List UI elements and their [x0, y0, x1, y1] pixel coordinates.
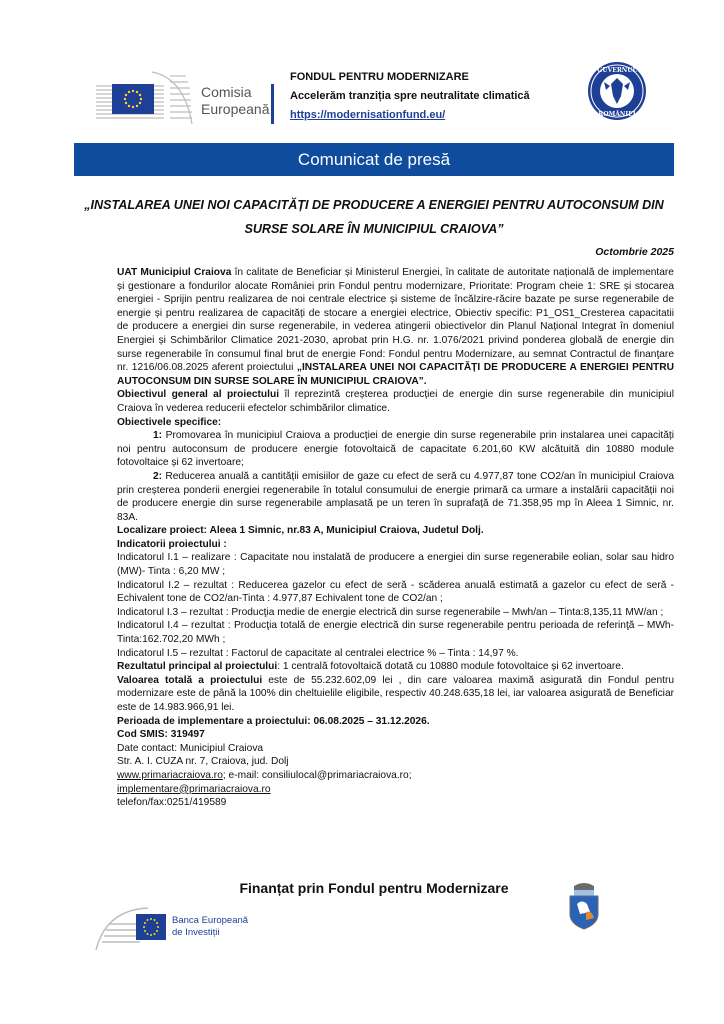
svg-text:ROMÂNIEI: ROMÂNIEI	[598, 111, 636, 118]
website-link[interactable]: www.primariacraiova.ro	[117, 769, 223, 781]
contact-address: Str. A. I. CUZA nr. 7, Craiova, jud. Dolj	[117, 756, 289, 768]
specific-objectives-heading: Obiectivele specifice:	[117, 416, 222, 428]
beneficiary-name: UAT Municipiul Craiova	[117, 267, 232, 278]
specific-objective-item: 1: Promovarea în municipiul Craiova a producției de energie din surse regenerabile prin instalarea unei capacități noi pentru autoconsum de producere energie fotovoltaică de capacitate 6.201,60 KW alcătuită din 10880 module fotovoltaice și 62 invertoare;	[117, 430, 674, 469]
eu-flag-icon	[136, 914, 166, 940]
eib-name: Banca Europeană de Investiții	[172, 915, 249, 938]
contact-phone: telefon/fax:0251/419589	[117, 797, 227, 809]
intro-text: în calitate de Beneficiar și Ministerul Energiei, în calitate de autoritate națională de implementare și gestionare a fondurilor alocate României prin Fondul pentru modernizare, Prioritate: Program cheie 1: SRE și stocarea energiei - Sprijin pentru realizarea de noi centrale electrice și sisteme de încălzire-răcire bazate pe surse regenerabile de energie și pentru realizarea de capacități de stocare a energiei electrice, Obiectiv specific: P1_OS1_Cresterea capacitatii de producere a energiei din surse regenerabile, in vederea atingerii obiectivelor din Planul Național Integrat în domeniul Energiei și Schimbărilor Climatice 2021-2030, aprobat prin H.G. nr. 1.076/2021 privind ponderea globală de energie din surse regenerabile în consumul final brut de energie Fond: Fondul pentru Modernizare, au semnat Contractul de finanţare nr. 1216/06.08.2025 aferent proiectului	[117, 267, 674, 374]
ec-logo-line1: Comisia	[201, 84, 252, 100]
email-text: ; e-mail: consiliulocal@primariacraiova.ro;	[222, 769, 412, 781]
main-result: Rezultatul principal al proiectului: 1 centrală fotovoltaică dotată cu 10880 module fotovoltaice și 62 invertoare.	[117, 661, 624, 673]
implementation-period: Perioada de implementare a proiectului: 06.08.2025 – 31.12.2026.	[117, 715, 430, 727]
intro-paragraph	[117, 266, 674, 388]
total-value: Valoarea totală a proiectului este de 55.232.602,09 lei , din care valoarea maximă asigurată din Fondul pentru modernizare este de până la 100% din cheltuielile eligibile, respectiv 40.248.635,18 lei, iar valoarea asigurată de Beneficiar este de 14.983.966,91 lei.	[117, 674, 675, 713]
project-title	[74, 193, 674, 241]
project-location: Localizare proiect: Aleea 1 Simnic, nr.83 A, Municipiul Craiova, Judetul Dolj.	[117, 525, 484, 537]
project-title-line2: SURSE SOLARE ÎN MUNICIPIUL CRAIOVA”	[244, 222, 504, 236]
implementare-email-link[interactable]: implementare@primariacraiova.ro	[117, 783, 271, 795]
press-release-banner: Comunicat de presă	[74, 143, 674, 176]
funded-by-text: Finanțat prin Fondul pentru Modernizare	[239, 880, 509, 896]
release-date: Octombrie 2025	[595, 246, 674, 258]
ec-logo-text	[201, 84, 270, 118]
eu-flag-icon	[112, 84, 154, 114]
project-title-line1: „INSTALAREA UNEI NOI CAPACITĂȚI DE PRODUCERE A ENERGIEI PENTRU AUTOCONSUM DIN	[84, 198, 664, 212]
general-objective	[117, 388, 674, 415]
general-objective-text: îl reprezintă creșterea producției de energie din surse regenerabile din municipiul Craiova în vederea reducerii efectelor schimbărilor climatice.	[117, 389, 674, 414]
romanian-government-seal-icon	[588, 62, 646, 120]
specific-objective-item: 2: Reducerea anuală a cantității emisiilor de gaze cu efect de seră cu 4.977,87 tone CO2/an în municipiul Craiova prin creșterea ponderii energiei regenerabile în totalul consumului de energie primară ca urmare a instalării capacității noi de producere energie din surse regenerabile amplasată pe un teren în suprafață de 71.358,95 mp în Aleea 1 Simnic, nr. 83A.	[117, 470, 674, 523]
contact-email2	[117, 783, 674, 797]
fund-name: FONDUL PENTRU MODERNIZARE	[290, 71, 469, 83]
contact-web-email	[117, 769, 674, 783]
press-release-body	[117, 266, 674, 810]
svg-text:GUVERNUL: GUVERNUL	[597, 67, 637, 74]
eib-logo	[92, 904, 292, 954]
smis-code: Cod SMIS: 319497	[117, 729, 205, 741]
general-objective-label: Obiectivul general al proiectului	[117, 389, 280, 401]
contact-line1: Date contact: Municipiul Craiova	[117, 742, 264, 754]
fund-info	[290, 68, 530, 125]
indicators-heading: Indicatorii proiectului :	[117, 538, 227, 550]
fund-slogan: Accelerăm tranziția spre neutralitate climatică	[290, 90, 530, 102]
project-name-inline: „INSTALAREA UNEI NOI CAPACITĂȚI DE PRODUCERE A ENERGIEI PENTRU AUTOCONSUM DIN SURSE SOLARE ÎN MUNICIPIUL CRAIOVA”.	[117, 362, 674, 387]
indicator-item: Indicatorul I.3 – rezultat : Producţia medie de energie electrică din surse regenerabile – Mwh/an – Tinta:8,135,11 MW/an ;	[117, 606, 664, 618]
ec-logo-line2: Europeană	[201, 101, 270, 117]
fund-url-link[interactable]: https://modernisationfund.eu/	[290, 109, 446, 121]
indicator-item: Indicatorul I.1 – realizare : Capacitate nou instalată de producere a energiei din surse regenerabile eolian, solar sau hidro (MW)- Tinta : 6,20 MW ;	[117, 552, 674, 578]
indicator-item: Indicatorul I.4 – rezultat : Producţia totală de energie electrică din surse regenerabile pentru perioada de referinţă – MWh- Tinta:162.702,20 MWh ;	[117, 620, 674, 646]
indicator-item: Indicatorul I.5 – rezultat : Factorul de capacitate al centralei electrice % – Tinta : 14,97 %.	[117, 647, 519, 659]
european-commission-logo	[90, 64, 280, 126]
ec-divider	[271, 84, 274, 124]
craiova-coat-of-arms-icon	[566, 882, 602, 930]
indicator-item: Indicatorul I.2 – rezultat : Reducerea gazelor cu efect de seră - scăderea anuală estimată a gazelor cu efect de seră - Echivalent tone de CO2/an-Tinta : 4.977,87 Echivalent tone de CO2/an ;	[117, 579, 674, 605]
page-header	[90, 62, 650, 132]
